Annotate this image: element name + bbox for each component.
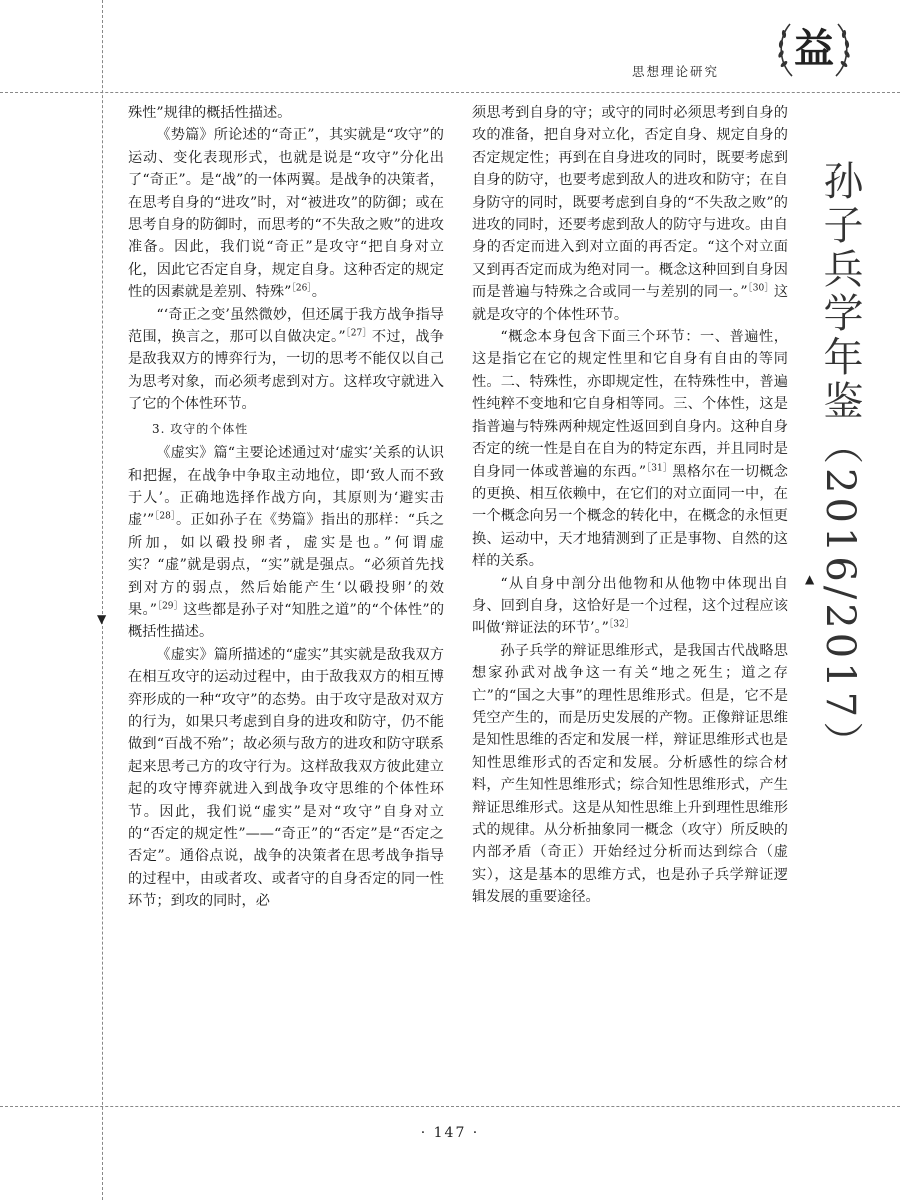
right-arrow-marker: ▲: [805, 572, 815, 586]
bottom-trim-line: [0, 1106, 900, 1107]
footnote-ref: ［29］: [157, 601, 184, 612]
paragraph: 《虚实》篇所描述的“虚实”其实就是敌我双方在相互攻守的运动过程中，由于敌我双方的相互博弈形成的一种“攻守”的态势。由于攻守是敌对双方的行为，如果只考虑到自身的进攻和防守，仍不能做到“百战不殆”；故必须与敌方的进攻和防守联系起来思考己方的攻守行为。这样敌我双方彼此建立起的攻守博弈就进入到战争攻守思维的个体性环节。因此，我们说“虚实”是对“攻守”自身对立的“否定的规定性”——“奇正”的“否定”是“否定之否定”。通俗点说，战争的决策者在思考战争指导的过程中，由或者攻、或者守的自身否定的同一性环节；到攻的同时，必: [128, 646, 444, 910]
journal-logo: [770, 14, 858, 84]
left-column: [128, 102, 444, 913]
footnote-ref: ［26］: [291, 283, 312, 294]
yearbook-side-title: 孙子兵学年鉴（2016/2017）: [817, 160, 863, 766]
paragraph: “概念本身包含下面三个环节：一、普遍性，这是指它在它的规定性里和它自身有自由的等同性。二、特殊性，亦即规定性，在特殊性中，普遍性纯粹不变地和它自身相等同。三、个体性，这是指普遍与特殊两种规定性返回到自身内。这种自身否定的统一性是自在自为的特定东西，并且同时是自身同一体或普遍的东西。”$^{[31]}$黑格尔在一切概念的更换、相互依赖中，在它们的对立面同一中，在一个概念向另一个概念的转化中，在概念的永恒更换、运动中，天才地猜测到了正是事物、自然的这样的关系。: [472, 329, 788, 570]
section-header: 思想理论研究: [632, 64, 720, 79]
footnote-ref: ［27］: [345, 328, 372, 339]
footnote-ref: ［30］: [747, 283, 774, 294]
footnote-ref: ［32］: [608, 619, 634, 630]
logo-mark: 益: [794, 25, 834, 72]
right-column: [472, 102, 788, 909]
page-number: · 147 ·: [420, 1125, 480, 1141]
paragraph: 孙子兵学的辩证思维形式，是我国古代战略思想家孙武对战争这一有关“地之死生；道之存亡”的“国之大事”的理性思维形式。但是，它不是凭空产生的，而是历史发展的产物。正像辩证思维是知性思维的否定和发展一样，辩证思维形式也是知性思维形式的否定和发展。分析感性的综合材料，产生知性思维形式；综合知性思维形式，产生辩证思维形式。这是从知性思维上升到理性思维形式的规律。从分析抽象同一概念（攻守）所反映的内部矛盾（奇正）开始经过分析而达到综合（虚实），这是基本的思维方式，也是孙子兵学辩证逻辑发展的重要途径。: [472, 642, 788, 906]
footnote-ref: ［31］: [646, 462, 673, 473]
footnote-ref: ［28］: [154, 511, 176, 522]
left-trim-line: [102, 0, 103, 1200]
paragraph: 《势篇》所论述的“奇正”，其实就是“攻守”的运动、变化表现形式，也就是说是“攻守”分化出了“奇正”。是“战”的一体两翼。是战争的决策者，在思考自身的“进攻”时，对“被进攻”的防御；或在思考自身的防御时，而思考的“不失敌之败”的进攻准备。因此，我们说“奇正”是攻守“把自身对立化，因此它否定自身，规定自身。这种否定的规定性的因素就是差别、特殊”$^{[26]}$。: [128, 127, 444, 301]
paragraph: “从自身中剖分出他物和从他物中体现出自身、回到自身，这恰好是一个过程，这个过程应该叫做‘辩证法的环节’。”$^{[32]}$: [472, 575, 788, 637]
paragraph: 殊性”规律的概括性描述。: [128, 105, 292, 121]
top-trim-line: [0, 92, 900, 93]
section-heading: 3. 攻守的个体性: [152, 421, 249, 436]
paragraph: “‘奇正之变’虽然微妙，但还属于我方战争指导范围，换言之，那可以自做决定。”$^{[27]}$不过，战争是敌我双方的博弈行为，一切的思考不能仅以自己为思考对象，而必须考虑到对方。这样攻守就进入了它的个体性环节。: [128, 306, 445, 413]
paragraph: 《虚实》篇“主要论述通过对‘虚实’关系的认识和把握，在战争中争取主动地位，即‘致人而不致于人’。正确地选择作战方向，其原则为‘避实击虚’”$^{[28]}$。正如孙子在《势篇》指出的那样：“兵之所加，如以碫投卵者，虚实是也。”何谓虚实？“虚”就是弱点，“实”就是强点。“必须首先找到对方的弱点，然后始能产生‘以碫投卵’的效果。”$^{[29]}$这些都是孙子对“知胜之道”的“个体性”的概括性描述。: [128, 445, 445, 641]
left-arrow-marker: ▼: [97, 612, 107, 626]
paragraph: 须思考到自身的守；或守的同时必须思考到自身的攻的准备，把自身对立化，否定自身、规定自身的否定规定性；再到在自身进攻的同时，既要考虑到自身的防守，也要考虑到敌人的进攻和防守；在自身防守的同时，既要考虑到自身的“不失敌之败”的进攻的同时，还要考虑到敌人的防守与进攻。由自身的否定而进入到对立面的再否定。“这个对立面又到再否定而成为绝对同一。概念这种回到自身因而是普遍与特殊之合或同一与差别的同一。”$^{[30]}$这就是攻守的个体性环节。: [472, 105, 789, 323]
